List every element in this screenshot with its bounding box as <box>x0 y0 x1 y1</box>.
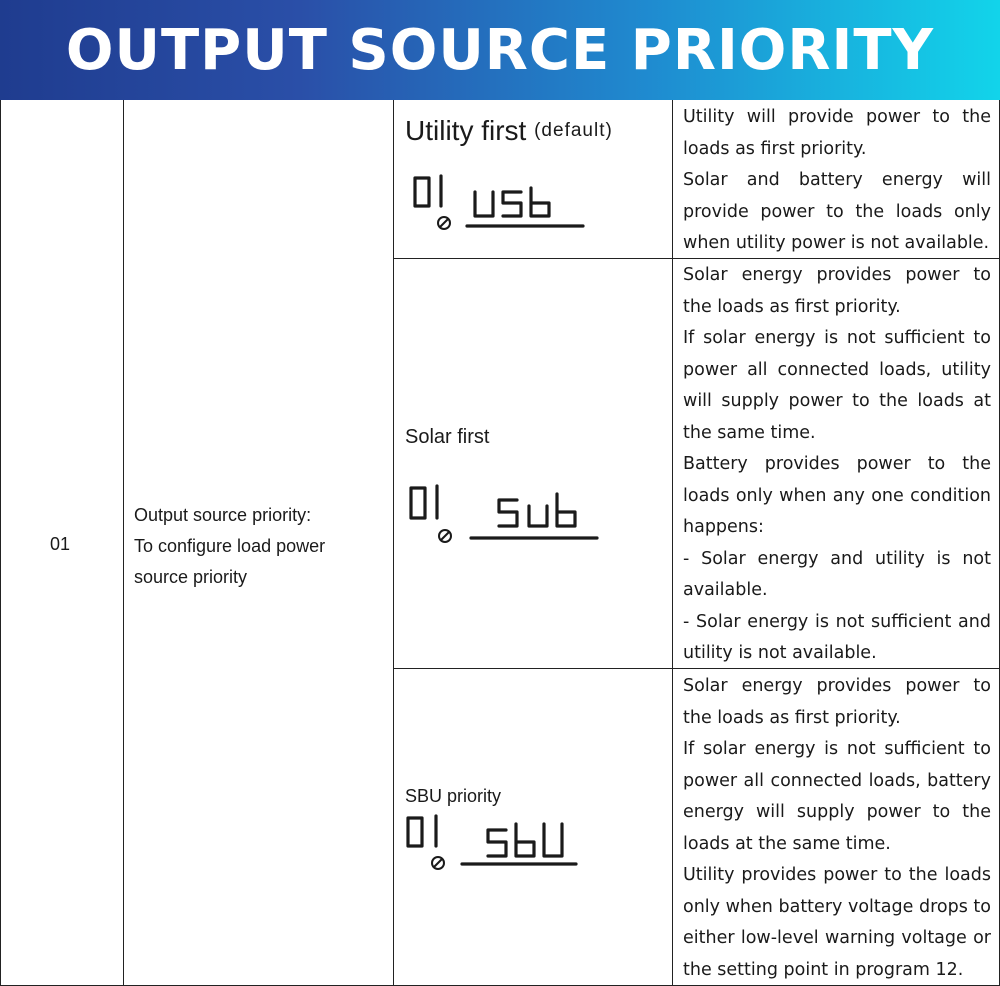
description-paragraph: - Solar energy and utility is not available. <box>683 548 991 600</box>
option-description <box>683 671 991 986</box>
description-paragraph: Utility will provide power to the loads as first priority. <box>683 107 991 159</box>
table-border-left <box>0 100 1 986</box>
lcd-display <box>405 170 595 236</box>
settings-table <box>0 100 1000 986</box>
lcd-display <box>405 480 605 548</box>
description-paragraph: Solar and battery energy will provide power to the loads only when utility power is not available. <box>683 170 991 253</box>
description-paragraph: - Solar energy is not sufficient and utility is not available. <box>683 611 991 663</box>
option-title <box>405 426 489 449</box>
description-paragraph: Utility provides power to the loads only when battery voltage drops to either low-level warning voltage or the setting point in program 12. <box>683 865 991 980</box>
setting-line: To configure load power <box>134 536 326 556</box>
description-paragraph: Battery provides power to the loads only when any one condition happens: <box>683 454 991 537</box>
description-paragraph: If solar energy is not sufficient to power all connected loads, utility will supply power to the loads at the same time. <box>683 328 991 443</box>
description-paragraph: Solar energy provides power to the loads as first priority. <box>683 676 991 728</box>
description-paragraph: Solar energy provides power to the loads as first priority. <box>683 265 991 317</box>
option-description <box>683 102 991 260</box>
default-tag: (default) <box>534 120 613 141</box>
setting-line: source priority <box>134 567 248 587</box>
column-divider <box>672 100 673 986</box>
lcd-display <box>400 812 590 874</box>
column-divider <box>123 100 124 986</box>
page-title: OUTPUT SOURCE PRIORITY <box>65 17 935 83</box>
program-number: 01 <box>50 534 71 554</box>
option-title <box>405 786 501 807</box>
option-description <box>683 260 991 670</box>
option-title <box>405 115 613 147</box>
option-name: Solar first <box>405 426 490 448</box>
description-paragraph: If solar energy is not sufficient to power all connected loads, battery energy will supply power to the loads at the same time. <box>683 739 991 854</box>
setting-description <box>134 500 325 593</box>
option-name: SBU priority <box>405 786 502 806</box>
title-banner <box>0 0 1000 100</box>
option-name: Utility first <box>405 115 527 146</box>
column-divider <box>393 100 394 986</box>
setting-line: Output source priority: <box>134 505 312 525</box>
